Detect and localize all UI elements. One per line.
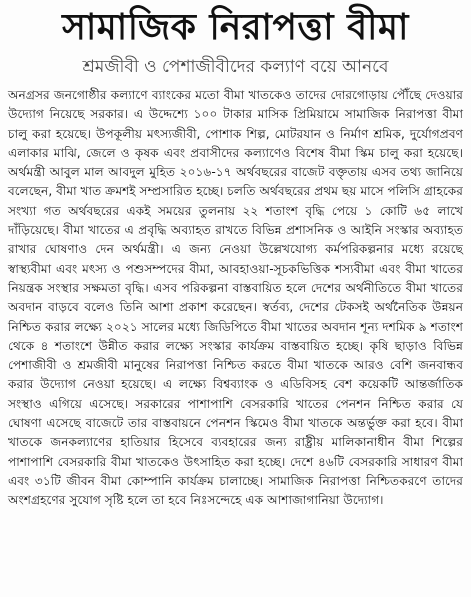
article-body: অনগ্রসর জনগোষ্ঠীর কল্যাণে ব্যাংকের মতো বীমা খাতকেও তাদের দোরগোড়ায় পৌঁছে দেওয়ার উদ্যোগ নিয়েছে সরকার। এ উদ্দেশ্যে ১০০ টাকার মাসিক প্রিমিয়ামে সামাজিক নিরাপত্তা বীমা চালু করা হয়েছে। উপকূলীয় মৎস্যজীবী, পোশাক শিল্প, মোটরযান ও নির্মাণ শ্রমিক, দুর্যোগপ্রবণ এলাকার মাঝি, জেলে ও কৃষক এবং প্রবাসীদের কল্যাণেও বিশেষ বীমা স্কিম চালু করা হয়েছে। অর্থমন্ত্রী আবুল মাল আবদুল মুহিত ২০১৬-১৭ অর্থবছরের বাজেট বক্তৃতায় এসব তথ্য জানিয়ে বলেছেন, বীমা খাত ক্রমশই সম্প্রসারিত হচ্ছে। চলতি অর্থবছরের প্রথম ছয় মাসে পলিসি গ্রাহকের সংখ্যা গত অর্থবছরের একই সময়ের তুলনায় ২২ শতাংশ বৃদ্ধি পেয়ে ১ কোটি ৬৫ লাখে দাঁড়িয়েছে। বীমা খাতের এ প্রবৃদ্ধি অব্যাহত রাখতে বিভিন্ন প্রশাসনিক ও আইনি সংস্কার অব্যাহত রাখার ঘোষণাও দেন অর্থমন্ত্রী। এ জন্য নেওয়া উল্লেখযোগ্য কর্মপরিকল্পনার মধ্যে রয়েছে স্বাস্থ্যবীমা এবং মৎস্য ও পশুসম্পদের বীমা, আবহাওয়া-সূচকভিত্তিক শস্যবীমা এবং বীমা খাতের নিয়ন্ত্রক সংস্থার সক্ষমতা বৃদ্ধি। এসব পরিকল্পনা বাস্তবায়িত হলে দেশের অর্থনীতিতে বীমা খাতের অবদান বাড়বে বলেও তিনি আশা প্রকাশ করেছেন। স্বর্তব্য, দেশের টেকসই অর্থনৈতিক উন্নয়ন নিশ্চিত করার লক্ষ্যে ২০২১ সালের মধ্যে জিডিপিতে বীমা খাতের অবদান শূন্য দশমিক ৯ শতাংশ থেকে ৪ শতাংশে উন্নীত করার লক্ষ্যে সংস্কার কার্যক্রম বাস্তবায়িত হচ্ছে। কৃষি ছাড়াও বিভিন্ন পেশাজীবী ও শ্রমজীবী মানুষের নিরাপত্তা নিশ্চিত করতে বীমা খাতকে আরও বেশি জনবান্ধব করার উদ্যোগ নেওয়া হয়েছে। এ লক্ষ্যে বিশ্বব্যাংক ও এডিবিসহ বেশ কয়েকটি আন্তর্জাতিক সংস্থাও এগিয়ে এসেছে। সরকারের পাশাপাশি বেসরকারি খাতের পেনশন নিশ্চিত করার যে ঘোষণা এসেছে বাজেটে তার বাস্তবায়নে পেনশন স্কিমেও বীমা খাতকে অন্তর্ভুক্ত করা হবে। বীমা খাতকে জনকল্যাণের হাতিয়ার হিসেবে ব্যবহারের জন্য রাষ্ট্রীয় মালিকানাধীন বীমা শিল্পের পাশাপাশি বেসরকারি বীমা খাতকেও উৎসাহিত করা হচ্ছে। দেশে ৪৬টি বেসরকারি সাধারণ বীমা এবং ৩১টি জীবন বীমা কোম্পানি কার্যক্রম চালাচ্ছে। সামাজিক নিরাপত্তা নিশ্চিতকরণে তাদের অংশগ্রহণের সুযোগ সৃষ্টি হলে তা হবে নিঃসন্দেহে এক আশাজাগানিয়া উদ্যোগ।	[8, 88, 463, 508]
article-subheadline: শ্রমজীবী ও পেশাজীবীদের কল্যাণ বয়ে আনবে	[82, 57, 389, 77]
article-headline: সামাজিক নিরাপত্তা বীমা	[62, 7, 409, 48]
